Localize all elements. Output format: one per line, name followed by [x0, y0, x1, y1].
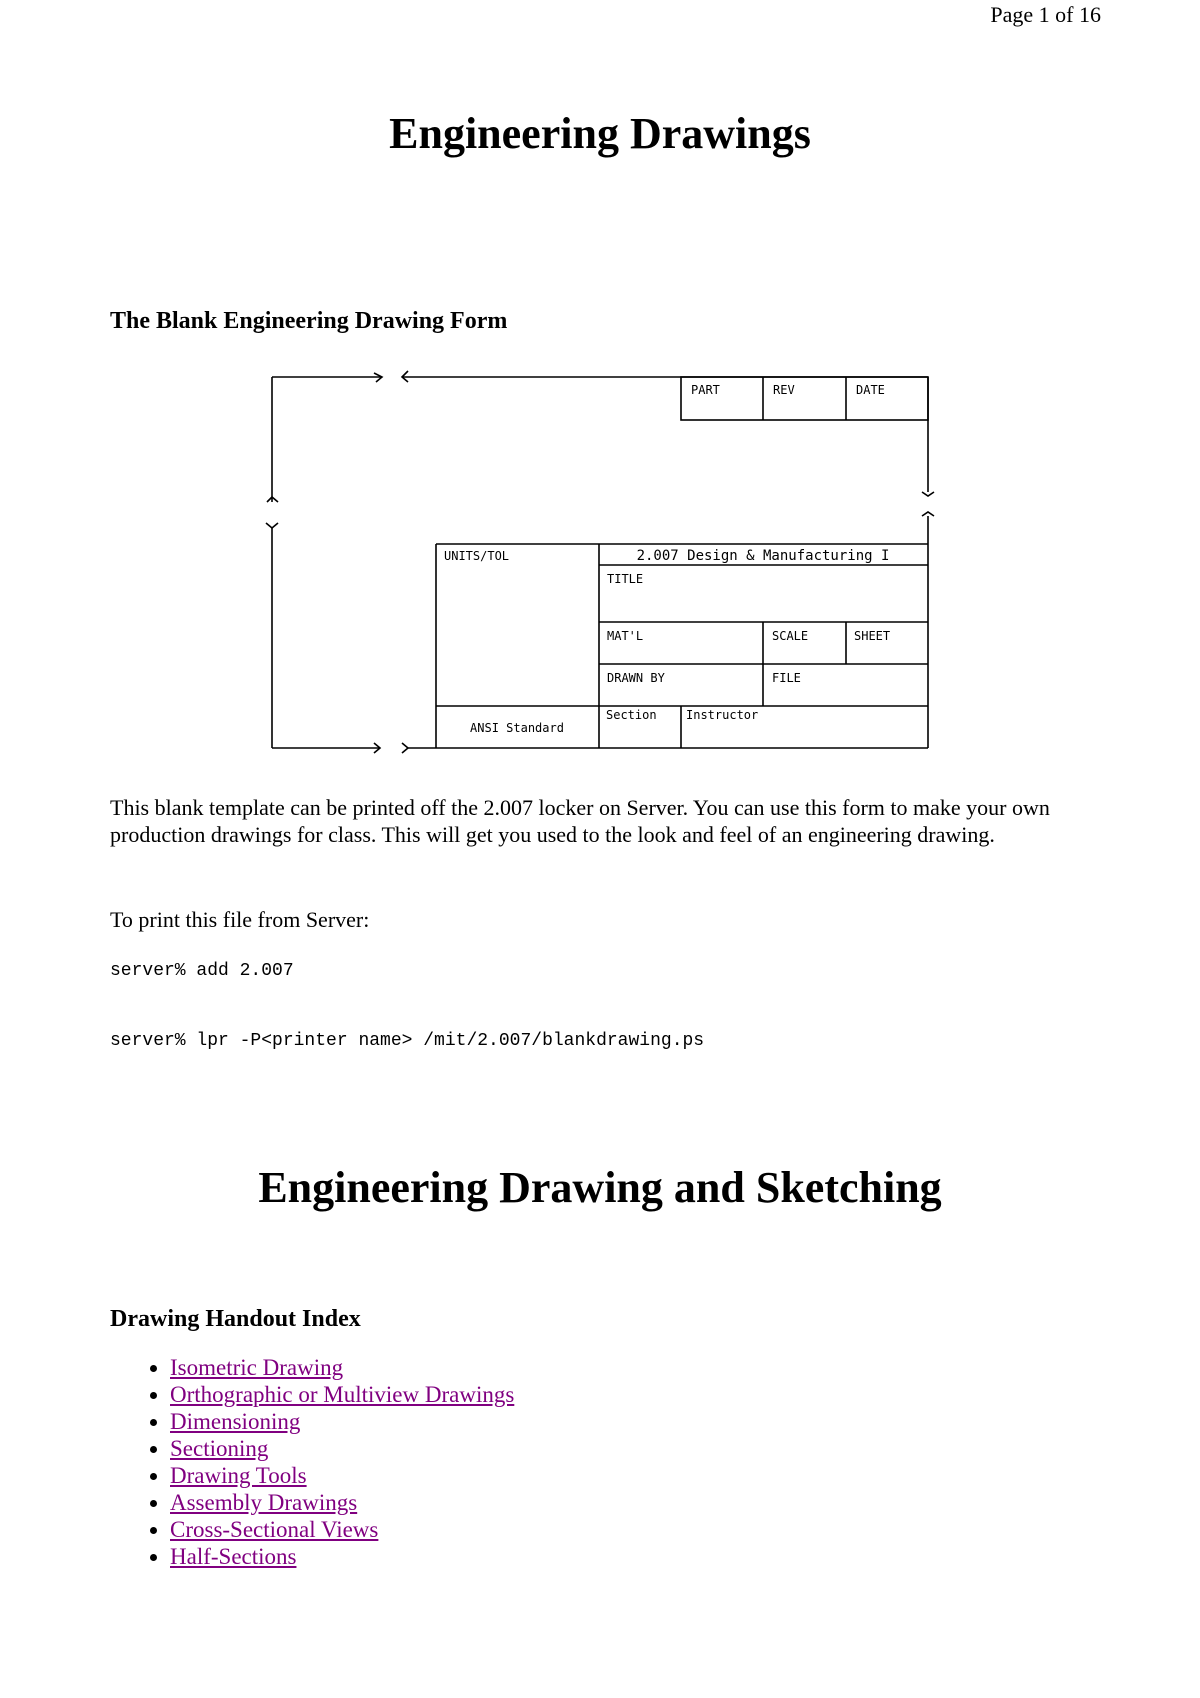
form-label-rev: REV — [773, 383, 795, 397]
section-heading-handout-index: Drawing Handout Index — [110, 1306, 361, 1332]
list-item — [170, 1354, 514, 1381]
link-isometric-drawing[interactable]: Isometric Drawing — [170, 1355, 344, 1380]
list-item — [170, 1462, 514, 1489]
form-label-drawn-by: DRAWN BY — [607, 671, 665, 685]
link-half-sections[interactable]: Half-Sections — [170, 1544, 297, 1569]
handout-index-list — [130, 1354, 514, 1570]
form-course-name: 2.007 Design & Manufacturing I — [636, 548, 890, 564]
form-label-title: TITLE — [607, 572, 644, 586]
form-label-file: FILE — [772, 671, 801, 685]
page-title: Engineering Drawings — [389, 109, 811, 158]
form-label-section: Section — [606, 708, 657, 722]
form-label-part: PART — [691, 383, 720, 397]
link-dimensioning[interactable]: Dimensioning — [170, 1409, 301, 1434]
code-add-locker: server% add 2.007 — [110, 961, 294, 981]
form-label-matl: MAT'L — [607, 629, 644, 643]
section-title-drawing-sketching: Engineering Drawing and Sketching — [258, 1163, 942, 1212]
link-sectioning[interactable]: Sectioning — [170, 1436, 269, 1461]
page-number-header: Page 1 of 16 — [990, 2, 1101, 27]
list-item — [170, 1381, 514, 1408]
form-label-scale: SCALE — [772, 629, 809, 643]
form-label-date: DATE — [856, 383, 885, 397]
list-item — [170, 1489, 514, 1516]
list-item — [170, 1408, 514, 1435]
link-orthographic-drawings[interactable]: Orthographic or Multiview Drawings — [170, 1382, 515, 1407]
list-item — [170, 1516, 514, 1543]
link-assembly-drawings[interactable]: Assembly Drawings — [170, 1490, 358, 1515]
blank-drawing-form — [262, 370, 962, 770]
code-print-command: server% lpr -P<printer name> /mit/2.007/blankdrawing.ps — [110, 1031, 705, 1051]
template-description: This blank template can be printed off the 2.007 locker on Server. You can use this form to make your own production drawings for class. This will get you used to the look and feel of an engineering drawing. — [110, 795, 1050, 847]
section-heading-blank-form: The Blank Engineering Drawing Form — [110, 308, 508, 334]
form-label-instructor: Instructor — [686, 708, 759, 722]
list-item — [170, 1435, 514, 1462]
link-drawing-tools[interactable]: Drawing Tools — [170, 1463, 307, 1488]
link-cross-sectional-views[interactable]: Cross-Sectional Views — [170, 1517, 379, 1542]
form-label-ansi-standard: ANSI Standard — [470, 721, 564, 735]
form-label-sheet: SHEET — [854, 629, 891, 643]
form-label-units-tol: UNITS/TOL — [444, 549, 510, 563]
print-instructions: To print this file from Server: — [110, 907, 370, 932]
list-item — [170, 1543, 514, 1570]
